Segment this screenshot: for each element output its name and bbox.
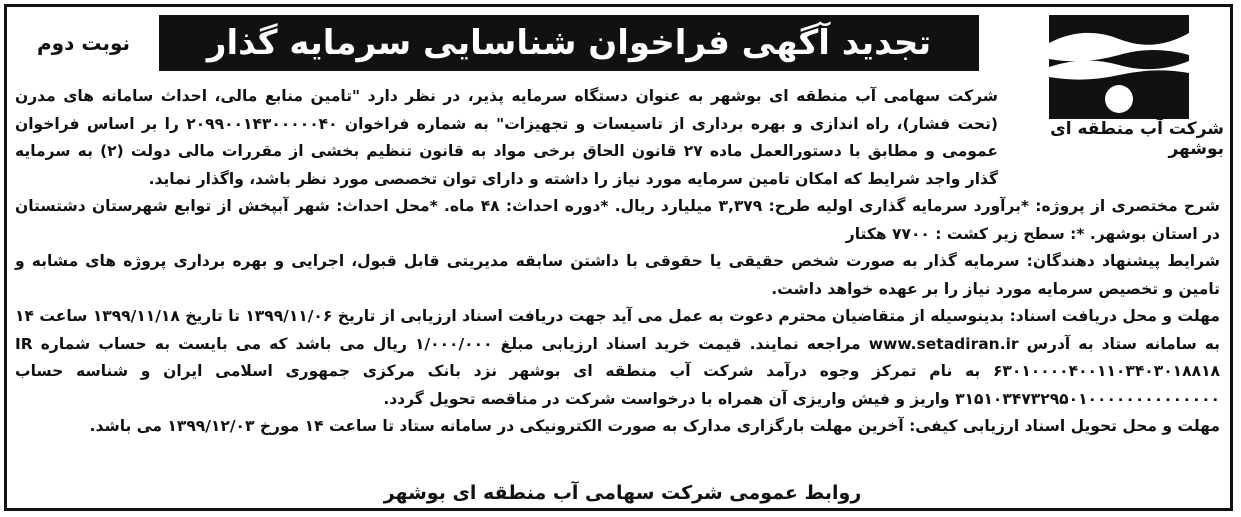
company-name: شرکت آب منطقه ای بوشهر <box>1050 119 1224 159</box>
summary-label: شرح مختصری از پروژه: <box>1035 197 1220 215</box>
page-title: تجدید آگهی فراخوان شناسایی سرمایه گذار <box>206 23 932 63</box>
summary-paragraph <box>15 193 1220 248</box>
summary-text: *برآورد سرمایه گذاری اولیه طرح: ۳,۳۷۹ میلیارد ریال. *دوره احداث: ۴۸ ماه. *محل احداث: شهر آبپخش از توابع شهرستان دشتستان در استان بوشهر. *: سطح زیر کشت : ۷۷۰۰ هکتار <box>15 197 1220 243</box>
delivery-paragraph <box>15 413 1220 441</box>
deadline-paragraph <box>15 303 1220 413</box>
conditions-text: سرمایه گذار به صورت شخص حقیقی یا حقوقی با داشتن سابقه مدیریتی قابل قبول، اجرایی و بهره برداری پروژه های مشابه و تامین و تخصیص سرمایه مورد نیاز را بر عهده خواهد داشت. <box>15 252 1220 298</box>
delivery-text: آخرین مهلت بارگزاری مدارک به صورت الکترونیکی در سامانه ستاد تا ساعت ۱۴ مورخ ۱۳۹۹/۱۲/۰۳ می باشد. <box>89 417 910 435</box>
deadline-label: مهلت و محل دریافت اسناد: <box>1009 307 1220 325</box>
announcement-body <box>15 83 1220 441</box>
round-badge: نوبت دوم <box>37 31 131 55</box>
deadline-text: بدینوسیله از متقاضیان محترم دعوت به عمل می آید جهت دریافت اسناد ارزیابی از تاریخ ۱۳۹۹/۱۱/۰۶ تا تاریخ ۱۳۹۹/۱۱/۱۸ ساعت ۱۴ به سامانه ستاد به آدرس www.setadiran.ir مراجعه نمایند. قیمت خرید اسناد ارزیابی مبلغ ۱/۰۰۰/۰۰۰ ریال می باشد که می بایست به حساب شماره IR ۶۳۰۱۰۰۰۰۴۰۰۱۱۰۳۴۰۳۰۱۸۸۱۸ به نام تمرکز وجوه درآمد شرکت آب منطقه ای بوشهر نزد بانک مرکزی جمهوری اسلامی ایران و شناسه حساب ۳۱۵۱۰۳۴۷۳۲۹۵۰۱۰۰۰۰۰۰۰۰۰۰۰۰۰۰ واریز و فیش واریزی آن همراه با درخواست شرکت در مناقصه تحویل گردد. <box>15 307 1220 408</box>
conditions-label: شرایط پیشنهاد دهندگان: <box>1026 252 1220 270</box>
intro-paragraph: شرکت سهامی آب منطقه ای بوشهر به عنوان دستگاه سرمایه پذیر، در نظر دارد "تامین منابع مالی، احداث سامانه های مدرن (تحت فشار)، راه اندازی و بهره برداری از تاسیسات و تجهیزات" به شماره فراخوان ۲۰۹۹۰۰۱۴۳۰۰۰۰۰۴۰ را بر اساس فراخوان عمومی و مطابق با دستورالعمل ماده ۲۷ قانون الحاق برخی مواد به قانون تنظیم بخشی از مقررات مالی دولت (۲) به سرمایه گذار واجد شرایط که امکان تامین سرمایه مورد نیاز را داشته و دارای توان تخصصی مورد نظر باشد، واگذار نماید. <box>15 87 998 188</box>
footer-signature: روابط عمومی شرکت سهامی آب منطقه ای بوشهر <box>383 482 862 504</box>
advertisement-frame <box>4 4 1233 511</box>
title-banner <box>159 15 979 71</box>
conditions-paragraph <box>15 248 1220 303</box>
delivery-label: مهلت و محل تحویل اسناد ارزیابی کیفی: <box>909 417 1220 435</box>
